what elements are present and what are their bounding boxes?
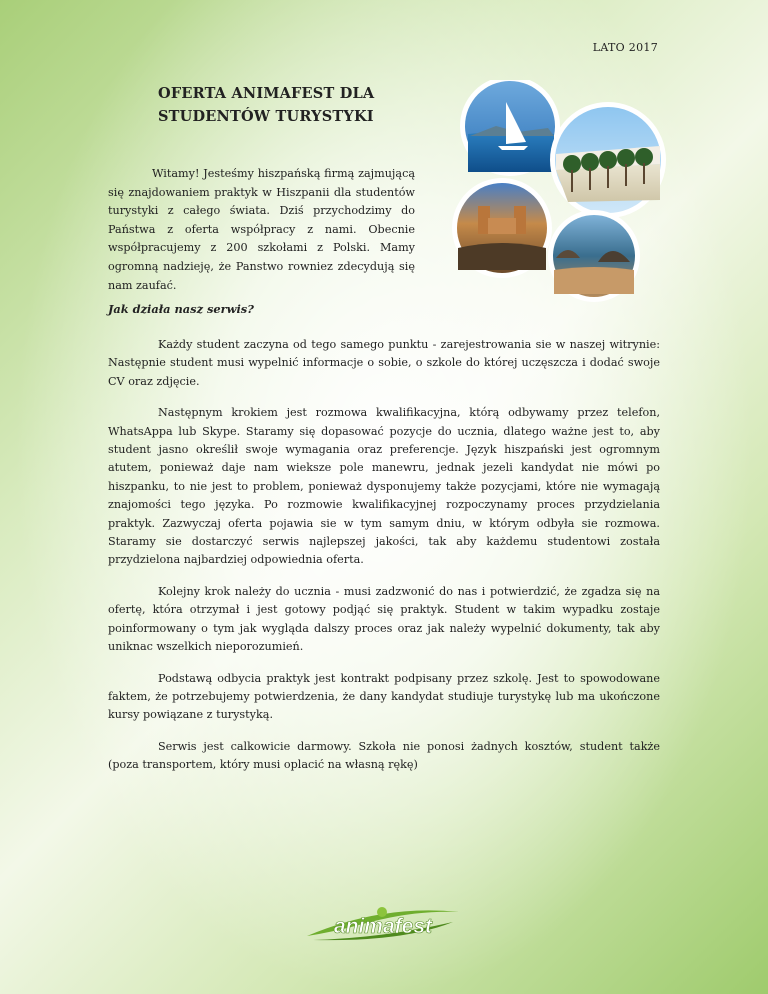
intro-paragraph: Witamy! Jesteśmy hiszpańską firmą zajmującą się znajdowaniem praktyk w Hiszpanii dla studentów turystyki z całego świata. Dziś przychodzimy do Państwa z oferta współpracy z nami. Obecnie współpracujemy z 200 szkołami z Polski. Mamy ogromną nadzieję, że Panstwo rowniez zdecydują się nam zaufać. (108, 167, 415, 292)
paragraph: Następnym krokiem jest rozmowa kwalifikacyjna, którą odbywamy przez telefon, WhatsAppa lub Skype. Staramy się dopasować pozycje do ucznia, dlatego ważne jest to, aby student jasno określił swoje wymagania oraz preferencje. Język hiszpański jest ogromnym atutem, ponieważ daje nam wieksze pole manewru, jednak jezeli kandydat nie mówi po hiszpanku, to nie jest to problem, ponieważ dysponujemy także pozycjami, które nie wymagają znajomości tego języka. Po rozmowie kwalifikacyjnej rozpoczynamy proces przydzielania praktyk. Zazwyczaj oferta pojawia sie w tym samym dniu, w którym odbyła sie rozmowa. Staramy sie dostarczyć serwis najlepszej jakości, tak aby każdemu studentowi została przydzielona najbardziej odpowiednia oferta. (108, 406, 660, 567)
section-heading: Jak działa nasz serwis? (108, 302, 254, 316)
beach-photo (548, 210, 640, 302)
page-title (158, 82, 418, 128)
animafest-logo (303, 902, 463, 946)
body-text (108, 336, 660, 788)
paragraph: Kolejny krok należy do ucznia - musi zadzwonić do nas i potwierdzić, że zgadza się na ofertę, która otrzymał i jest gotowy podjąć się praktyk. Student w takim wypadku zostaje poinformowany o tym jak wygląda dalszy proces oraz jak należy wypelnić dokumenty, tak aby uniknac wszelkich nieporozumień. (108, 584, 660, 654)
sailboat-photo (460, 80, 560, 176)
title-line-2: STUDENTÓW TURYSTYKI (158, 108, 374, 125)
travel-photo-collage (448, 80, 670, 302)
paragraph: Serwis jest calkowicie darmowy. Szkoła nie ponosi żadnych kosztów, student także (poza transportem, który musi oplacić na własną rękę) (108, 739, 660, 772)
season-label: LATO 2017 (592, 41, 658, 54)
title-line-1: OFERTA ANIMAFEST DLA (158, 85, 375, 102)
palm-promenade-photo (550, 102, 666, 218)
paragraph: Każdy student zaczyna od tego samego punktu - zarejestrowania sie w naszej witrynie: Następnie student musi wypelnić informacje o sobie, o szkole do której uczęszcza i dodać swoje CV oraz zdjęcie. (108, 338, 660, 388)
paragraph: Podstawą odbycia praktyk jest kontrakt podpisany przez szkolę. Jest to spowodowane faktem, że potrzebujemy potwierdzenia, że dany kandydat studiuje turystykę lub ma ukończone kursy powiązane z turystyką. (108, 671, 660, 722)
plaza-photo (452, 178, 552, 278)
logo-text: animafest (333, 915, 433, 938)
